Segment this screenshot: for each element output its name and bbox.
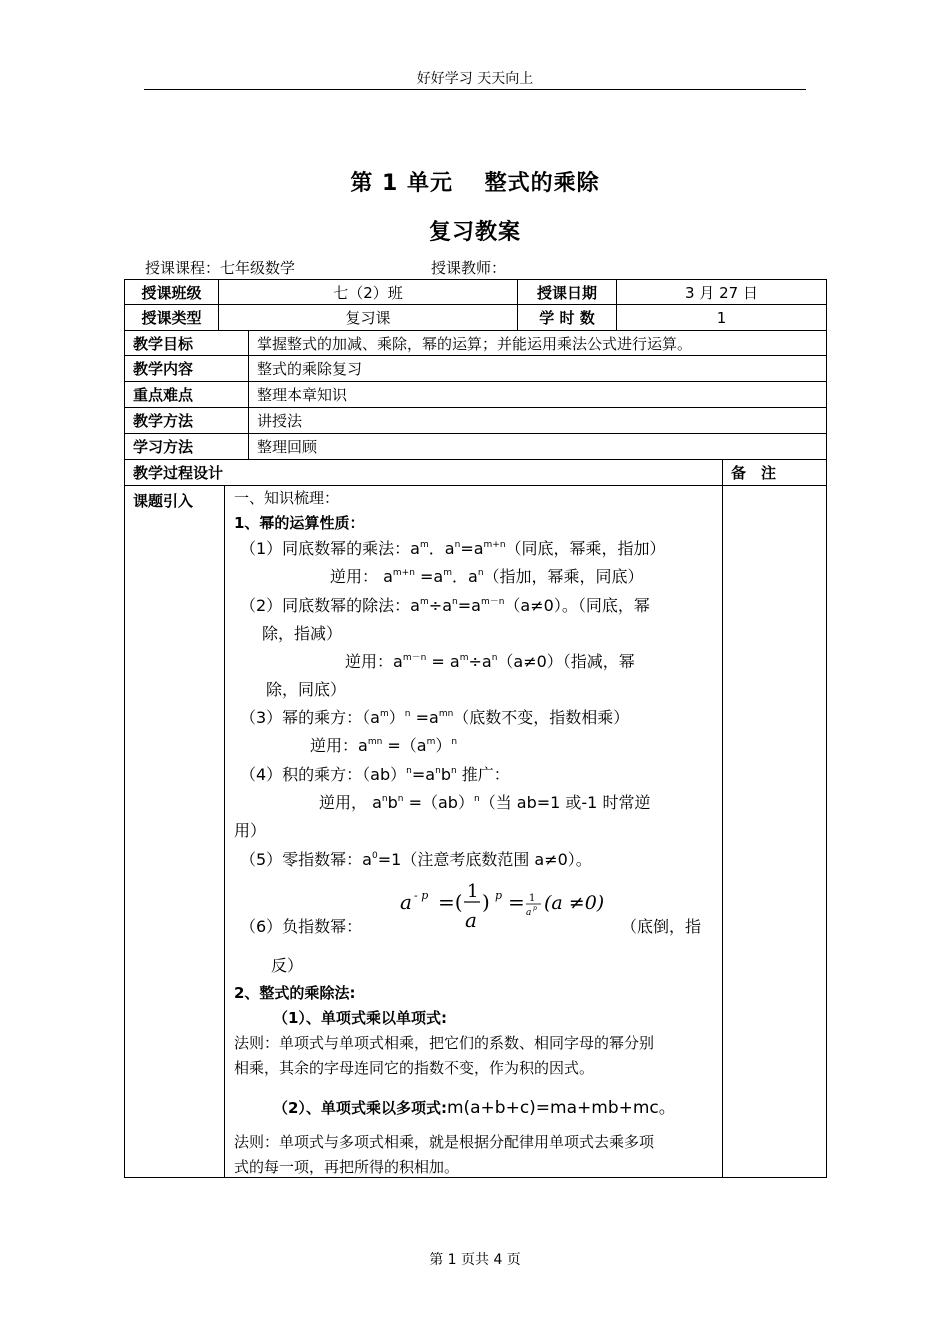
doc-subtitle: 复习教案 (428, 220, 521, 245)
formula-den2: a (526, 908, 532, 918)
content-label: 教学内容 (124, 355, 249, 382)
remark-cell (722, 485, 827, 1178)
rule-4-inverse: 逆用， $a^nb^n =(ab)^n$（当 ab=1 或-1 时常逆 (319, 793, 651, 812)
rule-4-note: 用） (234, 821, 267, 840)
formula-exp-p: p (495, 889, 503, 902)
rule-6-note: （底倒，指 (621, 917, 702, 936)
doc-title: 第 1 单元 整式的乘除 (350, 171, 600, 196)
rule-1-inverse: 逆用： $a^{m+n} =a^m$．$a^n$（指加，幂乘，同底） (330, 567, 644, 586)
formula-close: ) (482, 890, 490, 914)
rule-mono-poly-2: 式的每一项，再把所得的积相加。 (234, 1158, 460, 1176)
study-value: 整理回顾 (248, 433, 827, 460)
page-footer: 第 1 页共 4 页 (429, 1252, 521, 1268)
formula-eq1: =( (438, 890, 463, 914)
meta-teacher: 授课教师： (431, 259, 507, 277)
intro-label: 课题引入 (133, 492, 194, 510)
section-2-heading: 2、整式的乘除法: (234, 984, 356, 1002)
process-label: 教学过程设计 (124, 459, 723, 486)
formula-neg-exp: - p (414, 889, 429, 902)
date-label: 授课日期 (517, 279, 617, 305)
remark-label: 备 注 (722, 459, 827, 486)
content-value: 整式的乘除复习 (248, 355, 827, 382)
rule-2-inverse-note: 除，同底） (266, 680, 347, 699)
rule-mono-mono-2: 相乘，其余的字母连同它的指数不变，作为积的因式。 (234, 1059, 595, 1077)
method-value: 讲授法 (248, 407, 827, 434)
method-label: 教学方法 (124, 407, 249, 434)
class-label: 授课班级 (124, 279, 219, 305)
formula-den: a (465, 908, 477, 932)
rule-3-inverse: 逆用：$a^{mn} =(a^m)^n$ (310, 736, 458, 755)
subsection-1-heading: （1）、单项式乘以单项式: (273, 1009, 447, 1027)
rule-2-divide: （2）同底数幂的除法：$a^m\div a^n=a^{m-n}(a\ne 0)$。（同底，幂 (240, 596, 650, 615)
rule-mono-mono-1: 法则：单项式与单项式相乘，把它们的系数、相同字母的幂分别 (234, 1034, 655, 1052)
goal-label: 教学目标 (124, 330, 249, 356)
study-label: 学习方法 (124, 433, 249, 460)
negative-exponent-formula (398, 879, 618, 939)
key-label: 重点难点 (124, 381, 249, 408)
hours-value: 1 (616, 304, 827, 331)
formula-num2: 1 (529, 893, 536, 904)
formula-base: a (400, 890, 412, 914)
formula-den2-exp: p (533, 905, 537, 912)
rule-1-multiply: （1）同底数幂的乘法：$a^m$．$a^n=a^{m+n}$（同底，幂乘，指加） (240, 539, 666, 558)
type-label: 授课类型 (124, 304, 219, 331)
key-value: 整理本章知识 (248, 381, 827, 408)
formula-num: 1 (467, 881, 479, 902)
subsection-2-heading: （2）、单项式乘以多项式:m(a+b+c)=ma+mb+mc。 (273, 1098, 676, 1118)
rule-2-inverse: 逆用：$a^{m-n} = a^m\div a^n(a\ne 0)$（指减，幂 (345, 652, 635, 671)
rule-mono-poly-1: 法则：单项式与多项式相乘，就是根据分配律用单项式去乘多项 (234, 1133, 655, 1151)
hours-label: 学 时 数 (517, 304, 617, 331)
page-header: 好好学习 天天向上 (416, 71, 534, 87)
type-value: 复习课 (218, 304, 518, 331)
class-value: 七（2）班 (218, 279, 518, 305)
rule-4-product: （4）积的乘方：$(ab)^n=a^nb^n$ 推广： (240, 765, 510, 784)
formula-eq2: = (508, 890, 525, 914)
meta-course: 授课课程：七年级数学 (145, 259, 296, 277)
outline-heading: 一、知识梳理： (234, 489, 340, 507)
rule-5-zero: （5）零指数幂：$a^0=1$（注意考底数范围 a≠0）。 (240, 850, 592, 869)
intro-label-cell (124, 485, 225, 1178)
rule-3-power: （3）幂的乘方：$(a^m)^n =a^{mn}$（底数不变，指数相乘） (240, 708, 630, 727)
rule-6-note-end: 反） (271, 956, 304, 975)
formula-tail: (a ≠0) (544, 892, 605, 914)
rule-2-note: 除，指减） (262, 624, 343, 643)
header-rule (144, 89, 806, 90)
rule-6-negative: （6）负指数幂： (240, 917, 363, 936)
goal-value: 掌握整式的加减、乘除，幂的运算；并能运用乘法公式进行运算。 (248, 330, 827, 356)
date-value: 3 月 27 日 (616, 279, 827, 305)
section-1-heading: 1、幂的运算性质： (234, 514, 365, 532)
